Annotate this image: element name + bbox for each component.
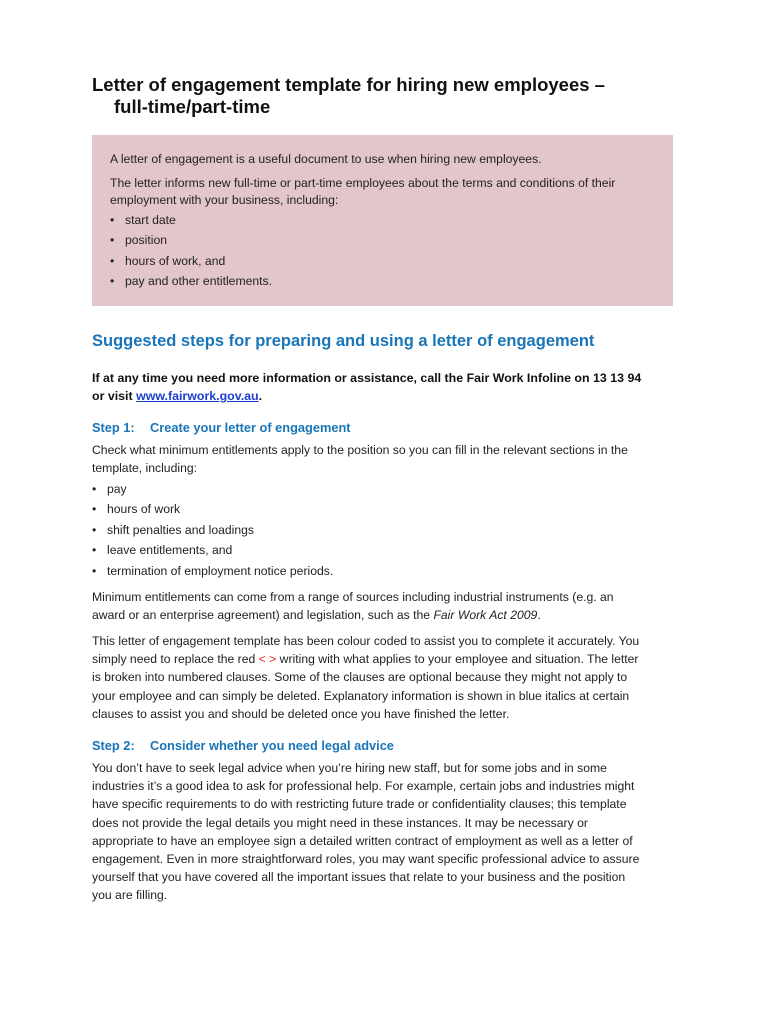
info-bullet: • hours of work, and — [112, 254, 225, 268]
step-1-bullet: • pay — [92, 482, 127, 496]
step-1-bullet: • hours of work — [92, 502, 180, 516]
step-1-heading — [92, 420, 351, 435]
step-2-heading — [92, 738, 394, 753]
step-2-number: Step 2: — [92, 738, 135, 753]
title-line-2: full-time/part-time — [114, 96, 271, 117]
info-bullet: • start date — [112, 213, 176, 227]
infoline-line1: If at any time you need more information or assistance, call the Fair Work Infoline on 13 13 94 — [92, 371, 642, 385]
intro-info-box — [92, 135, 673, 306]
section-heading: Suggested steps for preparing and using a letter of engagement — [92, 332, 595, 350]
info-p2-line1: The letter informs new full-time or part-time employees about the terms and conditions of their — [110, 176, 616, 190]
info-intro: A letter of engagement is a useful document to use when hiring new employees. — [110, 152, 542, 166]
infoline-line2: or visit www.fairwork.gov.au. — [92, 389, 263, 403]
step-1-colour-coding: This letter of engagement template has been colour coded to assist you to complete it accurately. You simply need to replace the red < > writing with what applies to your employee and situation. The letter is broken into numbered clauses. Some of the clauses are optional because they might not apply to your employee and can simply be deleted. Explanatory information is shown in blue italics at certain clauses to assist you and should be deleted once you have finished the letter. — [92, 634, 640, 721]
fairwork-link[interactable]: www.fairwork.gov.au — [136, 389, 259, 403]
step-1-title: Create your letter of engagement — [150, 420, 351, 435]
red-placeholder-marker: < > — [258, 652, 277, 667]
info-bullet: • pay and other entitlements. — [112, 274, 272, 288]
step-1-number: Step 1: — [92, 420, 135, 435]
fair-work-act: Fair Work Act 2009 — [433, 608, 538, 623]
title-line-1: Letter of engagement template for hiring new employees – — [92, 74, 605, 95]
info-p2-line2: employment with your business, including: — [110, 193, 339, 207]
step-1-sources: Minimum entitlements can come from a range of sources including industrial instruments (e.g. an award or an enterprise agreement) and legislation, such as the Fair Work Act 2009. — [92, 590, 614, 623]
step-2-title: Consider whether you need legal advice — [150, 738, 394, 753]
step-1-intro: Check what minimum entitlements apply to the position so you can fill in the relevant sections in the template, including: — [92, 443, 628, 476]
infoline-notice — [92, 369, 692, 405]
step-1-bullet: • shift penalties and loadings — [92, 523, 254, 537]
info-bullet: • position — [112, 233, 167, 247]
step-1-bullet: • leave entitlements, and — [92, 543, 232, 557]
page-title — [92, 74, 712, 118]
step-1-bullet: • termination of employment notice periods. — [92, 564, 333, 578]
step-2-body: You don’t have to seek legal advice when you’re hiring new staff, but for some jobs and in some industries it’s a good idea to ask for professional help. For example, certain jobs and industries might have specific requirements to do with restricting future trade or confidentiality clauses; this template does not provide the legal details you might need in these instances. It may be necessary or appropriate to have an employee sign a detailed written contract of employment as well as a letter of engagement. Even in more straightforward roles, you may want specific professional advice to assure yourself that you have covered all the important issues that relate to your business and the position you are filling. — [92, 761, 640, 903]
